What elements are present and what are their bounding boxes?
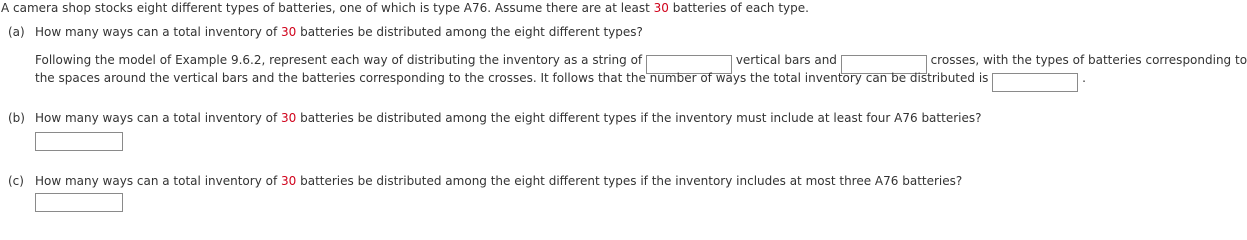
part-b-question-a: How many ways can a total inventory of xyxy=(35,111,281,125)
part-a-question-a: How many ways can a total inventory of xyxy=(35,25,281,39)
intro-text-a: A camera shop stocks eight different types of batteries, one of which is type A76. Assume there are at least xyxy=(1,1,654,15)
intro-text-b: batteries of each type. xyxy=(668,1,809,15)
part-a-instruction-line2 xyxy=(35,71,1086,92)
part-a-line1-c: crosses, with the types of batteries corresponding to xyxy=(930,53,1247,67)
part-a-line1-b: vertical bars and xyxy=(735,53,837,67)
part-a-label: (a) xyxy=(8,25,25,39)
part-c-question-a: How many ways can a total inventory of xyxy=(35,174,281,188)
intro-number: 30 xyxy=(653,1,669,15)
part-b-number: 30 xyxy=(281,111,297,125)
part-c-answer-input[interactable] xyxy=(35,193,123,212)
part-a-line2-a: the spaces around the vertical bars and the batteries corresponding to the crosses. It follows that the number of ways the total inventory can be distributed is xyxy=(35,71,989,85)
part-b-answer-input[interactable] xyxy=(35,132,123,151)
part-b-label: (b) xyxy=(8,111,25,125)
part-b-question xyxy=(35,111,981,125)
problem-statement xyxy=(1,1,809,15)
part-a-line2-end: . xyxy=(1082,71,1086,85)
part-a-line1-a: Following the model of Example 9.6.2, represent each way of distributing the inventory as a string of xyxy=(35,53,643,67)
part-a-question-b: batteries be distributed among the eight different types? xyxy=(296,25,643,39)
part-c-number: 30 xyxy=(281,174,297,188)
part-c-label: (c) xyxy=(8,174,24,188)
part-a-number: 30 xyxy=(281,25,297,39)
part-c-question-b: batteries be distributed among the eight different types if the inventory includes at most three A76 batteries? xyxy=(296,174,963,188)
part-b-question-b: batteries be distributed among the eight different types if the inventory must include at least four A76 batteries? xyxy=(296,111,982,125)
total-ways-answer-input[interactable] xyxy=(992,73,1078,92)
part-c-question xyxy=(35,174,962,188)
part-a-question xyxy=(35,25,643,39)
